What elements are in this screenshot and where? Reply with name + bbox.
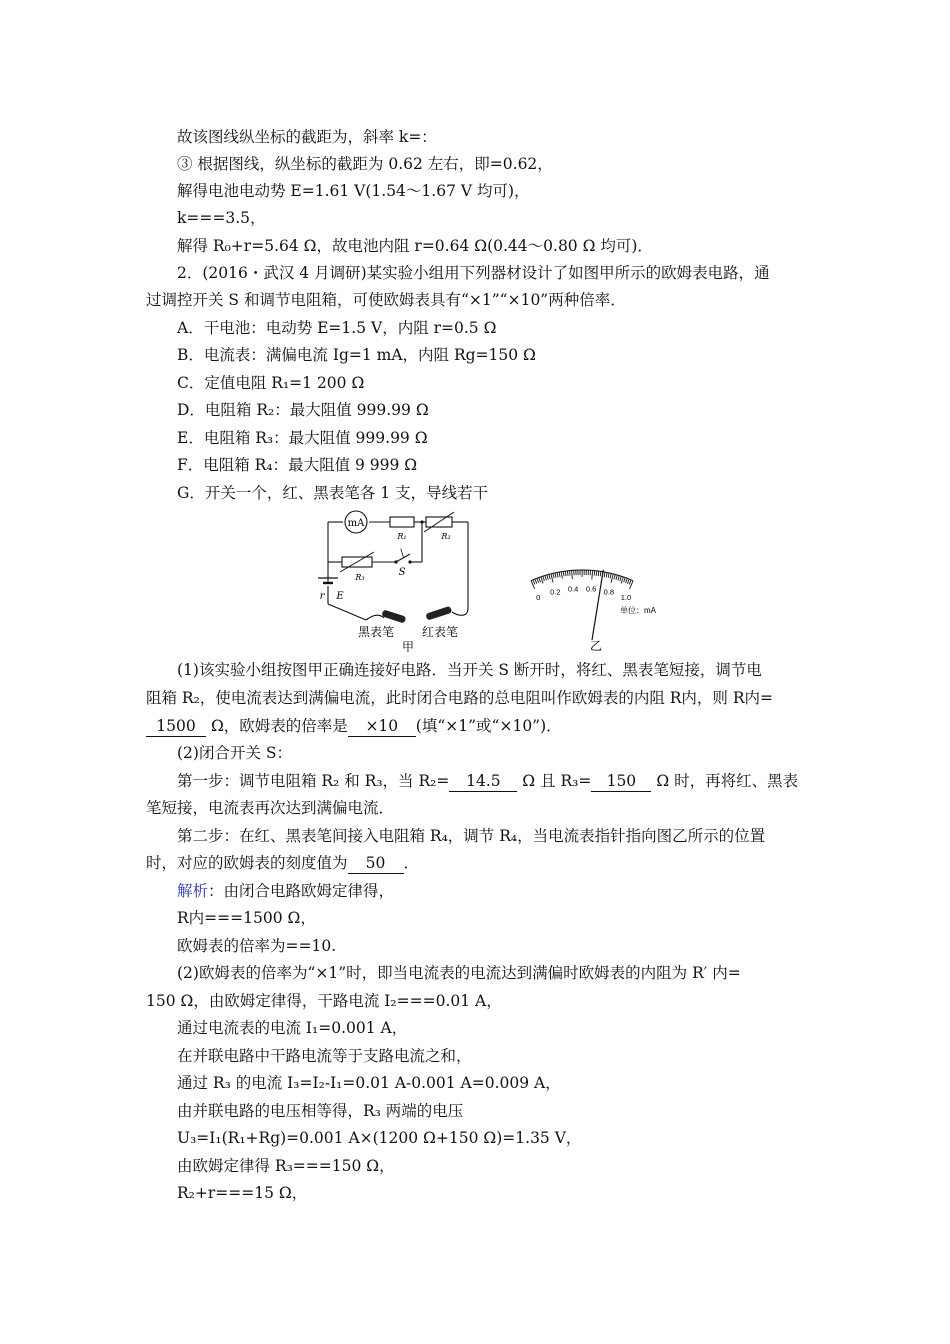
question-2-part-1-line-1: (1)该实验小组按图甲正确连接好电路．当开关 S 断开时，将红、黑表笔短接，调节电 (177, 661, 762, 679)
resistor-r1 (390, 517, 414, 527)
meter-tick (616, 575, 617, 580)
analysis-line-7: 在并联电路中干路电流等于支路电流之和， (177, 1047, 472, 1065)
meter-tick-label: 0 (536, 593, 541, 603)
option-e: E．电阻箱 R₃：最大阻值 999.99 Ω (177, 429, 428, 447)
answer-blank-r2: 14.5 (449, 771, 517, 792)
switch-s-label: S (398, 567, 406, 578)
meter-tick (545, 576, 546, 581)
question-2-line-1: 2．(2016・武汉 4 月调研)某实验小组用下列器材设计了如图甲所示的欧姆表电路，通 (177, 264, 770, 282)
analysis-label: 解析 (177, 882, 209, 900)
meter-tick (629, 580, 631, 585)
red-probe-icon (425, 606, 452, 621)
meter-tick (596, 571, 597, 576)
red-probe-label: 红表笔 (421, 625, 459, 639)
milliammeter-label: mA (347, 518, 365, 529)
analysis-line-12: R₂+r===15 Ω， (177, 1184, 308, 1202)
analysis-line-2: R内===1500 Ω， (177, 909, 316, 927)
text-line: k===3.5， (177, 209, 266, 227)
question-2-part-2: (2)闭合开关 S： (177, 744, 293, 762)
meter-tick (537, 578, 539, 583)
text-line: 解得 R₀+r=5.64 Ω，故电池内阻 r=0.64 Ω(0.44～0.80 Ω 均可)． (177, 237, 653, 255)
question-2-line-2: 过调控开关 S 和调节电阻箱，可使欧姆表具有“×1”“×10”两种倍率． (146, 291, 626, 309)
text-span: (填“×1”或“×10”)． (415, 717, 562, 735)
meter-tick (600, 571, 601, 576)
meter-tick (604, 572, 605, 577)
meter-tick (539, 577, 541, 582)
meter-tick (549, 574, 550, 579)
meter-tick (592, 570, 593, 579)
meter-tick (551, 574, 553, 583)
meter-tick (611, 574, 613, 583)
meter-tick (553, 573, 554, 578)
text-line: ③ 根据图线，纵坐标的截距为 0.62 左右，即=0.62， (177, 155, 553, 173)
answer-blank-r3: 150 (591, 771, 651, 792)
meter-tick (606, 572, 607, 577)
analysis-line-11: 由欧姆定律得 R₃===150 Ω， (177, 1157, 395, 1175)
r3-label: R₃ (355, 573, 365, 582)
analysis-line-10: U₃=I₁(R₁+Rg)=0.001 A×(1200 Ω+150 Ω)=1.35 V， (177, 1129, 582, 1147)
meter-tick (547, 575, 548, 580)
figure-jia-caption: 甲 (401, 640, 415, 654)
text-line: 解得电池电动势 E=1.61 V(1.54～1.67 V 均可)， (177, 182, 530, 200)
meter-tick-label: 0.4 (567, 584, 579, 594)
meter-tick (624, 578, 626, 583)
text-span: Ω 且 R₃= (522, 772, 592, 790)
analysis-line-5: 150 Ω，由欧姆定律得，干路电流 I₂===0.01 A， (146, 992, 502, 1010)
meter-scale-yi (500, 548, 665, 653)
meter-tick-label: 0.8 (603, 587, 615, 597)
meter-tick (543, 576, 545, 581)
meter-tick (598, 571, 599, 576)
meter-tick (533, 580, 535, 585)
meter-tick-label: 0.6 (585, 584, 597, 594)
answer-blank-scale-value: 50 (348, 853, 404, 874)
meter-tick (541, 577, 543, 584)
meter-tick (535, 579, 537, 584)
meter-tick (618, 576, 619, 581)
option-b: B．电流表：满偏电流 Ig=1 mA，内阻 Rg=150 Ω (177, 346, 536, 364)
option-a: A．干电池：电动势 E=1.5 V，内阻 r=0.5 Ω (177, 319, 497, 337)
text-line: 故该图线纵坐标的截距为，斜率 k=： (177, 128, 437, 146)
internal-r-label: r (319, 591, 325, 602)
meter-needle (592, 570, 603, 640)
meter-tick (626, 578, 628, 583)
figure-yi-caption: 乙 (589, 639, 603, 653)
option-d: D．电阻箱 R₂：最大阻值 999.99 Ω (177, 401, 429, 419)
analysis-line-4: (2)欧姆表的倍率为“×1”时，即当电流表的电流达到满偏时欧姆表的内阻为 R′ 内= (177, 964, 741, 982)
option-c: C．定值电阻 R₁=1 200 Ω (177, 374, 365, 392)
black-probe-label: 黑表笔 (357, 625, 395, 639)
meter-tick-label: 0.2 (550, 587, 561, 597)
text-span: ：由闭合电路欧姆定律得， (208, 882, 395, 900)
meter-tick (572, 570, 573, 579)
r1-label: R₁ (397, 532, 407, 541)
meter-tick (627, 579, 629, 584)
step-2-line-2 (146, 853, 419, 874)
answer-blank-internal-resistance: 1500 (146, 716, 206, 737)
analysis-line-3: 欧姆表的倍率为==10. (177, 937, 337, 955)
meter-tick (567, 571, 568, 576)
text-span: 时，对应的欧姆表的刻度值为 (146, 854, 348, 872)
r2-label: R₂ (441, 532, 451, 541)
analysis-line-1 (177, 881, 394, 901)
emf-e-label: E (336, 591, 344, 602)
svg-text:\: \ (400, 548, 404, 559)
circuit-diagram-jia (318, 508, 483, 656)
meter-tick (561, 572, 562, 579)
meter-tick (610, 573, 611, 578)
black-probe-icon (381, 609, 406, 623)
text-span: 第一步：调节电阻箱 R₂ 和 R₃，当 R₂= (177, 772, 450, 790)
meter-tick (557, 572, 558, 577)
meter-tick (614, 574, 615, 579)
analysis-line-8: 通过 R₃ 的电流 I₃=I₂-I₁=0.01 A-0.001 A=0.009 A， (177, 1074, 561, 1092)
question-2-part-1-line-3 (146, 716, 562, 737)
meter-tick (559, 572, 560, 577)
meter-tick-label: 1.0 (620, 593, 632, 603)
meter-tick (563, 571, 564, 576)
answer-blank-multiplier: ×10 (348, 716, 416, 737)
meter-tick (555, 573, 556, 578)
meter-tick (620, 576, 622, 581)
meter-tick (621, 577, 623, 584)
analysis-line-9: 由并联电路的电压相等得，R₃ 两端的电压 (177, 1102, 464, 1120)
step-2-line-1: 第二步：在红、黑表笔间接入电阻箱 R₄，调节 R₄，当电流表指针指向图乙所示的位置 (177, 827, 766, 845)
option-g: G．开关一个，红、黑表笔各 1 支，导线若干 (177, 484, 489, 502)
meter-tick (565, 571, 566, 576)
option-f: F．电阻箱 R₄：最大阻值 9 999 Ω (177, 456, 418, 474)
text-span: Ω 时，再将红、黑表 (656, 772, 799, 790)
meter-tick (608, 573, 609, 578)
step-1-line-1 (177, 771, 798, 792)
text-span: ． (403, 854, 420, 872)
analysis-line-6: 通过电流表的电流 I₁=0.001 A， (177, 1019, 408, 1037)
meter-unit-label: 单位：mA (620, 606, 656, 615)
step-1-line-2: 笔短接，电流表再次达到满偏电流． (146, 799, 395, 817)
text-span: Ω，欧姆表的倍率是 (210, 717, 348, 735)
question-2-part-1-line-2: 阻箱 R₂，使电流表达到满偏电流，此时闭合电路的总电阻叫作欧姆表的内阻 R内，则 R内= (146, 689, 773, 707)
